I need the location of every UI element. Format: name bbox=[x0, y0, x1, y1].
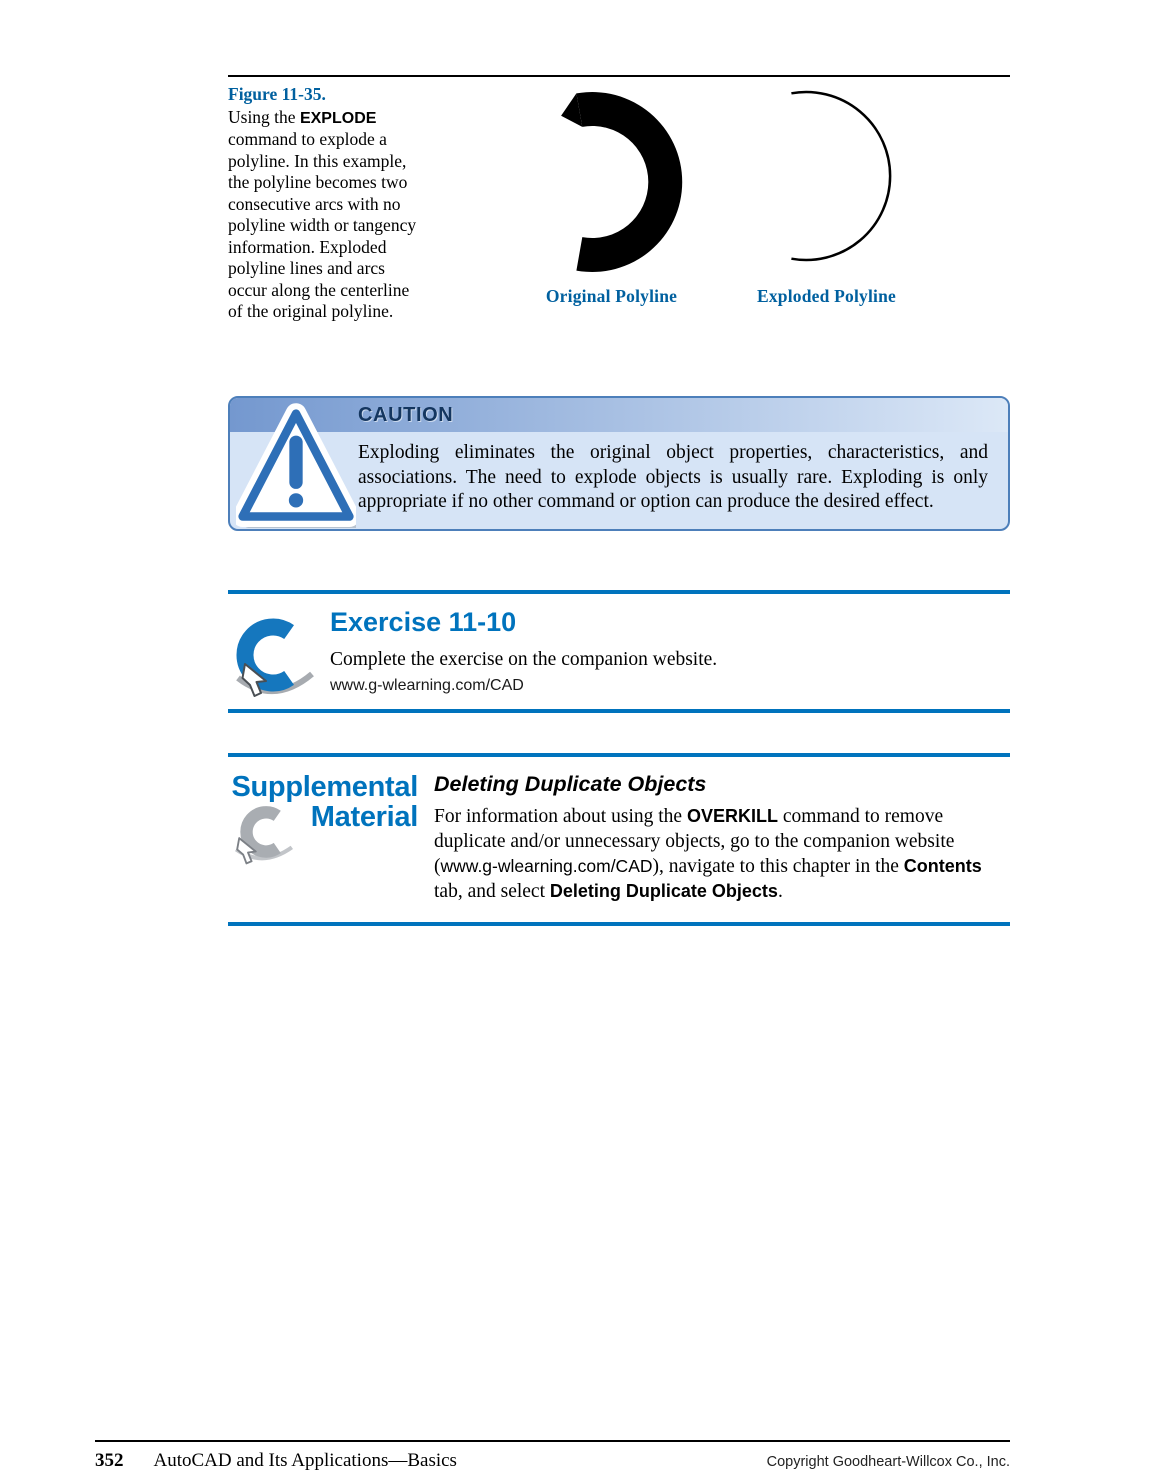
figure-top-rule bbox=[228, 75, 1010, 77]
figure-caption-text-rest: command to explode a polyline. In this example, the polyline becomes two consecutive arcs with no polyline width or tangency information. Exploded polyline lines and arcs occur along the centerline of the original polyline. bbox=[228, 129, 417, 321]
contents-tab-label: Contents bbox=[903, 856, 982, 876]
figure-caption bbox=[228, 84, 424, 323]
supplemental-logo-icon bbox=[232, 804, 298, 866]
supplemental-text-1: For information about using the bbox=[434, 806, 687, 827]
supplemental-title-line1: Supplemental bbox=[231, 771, 418, 803]
exercise-logo-icon bbox=[228, 614, 320, 706]
page-footer bbox=[95, 1440, 1010, 1472]
page-number: 352 bbox=[95, 1449, 124, 1471]
supplemental-heading: Deleting Duplicate Objects bbox=[434, 772, 707, 796]
footer-rule bbox=[95, 1440, 1010, 1442]
exploded-polyline-column bbox=[714, 84, 939, 307]
exercise-body: Complete the exercise on the companion website. bbox=[330, 649, 718, 670]
supplemental-text-2: command to remove duplicate and/or unnecessary objects, go to the companion website ( bbox=[434, 806, 955, 877]
supplemental-title bbox=[228, 772, 418, 904]
overkill-command-label: OVERKILL bbox=[686, 806, 778, 826]
footer-left bbox=[95, 1450, 457, 1472]
exercise-title: Exercise 11-10 bbox=[330, 607, 517, 637]
supplemental-content bbox=[418, 772, 1010, 904]
supplemental-url: www.g-wlearning.com/CAD bbox=[440, 856, 653, 876]
caution-title: CAUTION bbox=[358, 403, 454, 426]
supplemental-text-3: ), navigate to this chapter in the bbox=[652, 856, 904, 877]
caution-body: Exploding eliminates the original object properties, characteristics, and associations. The need to explode objects is usually rare. Exploding is only appropriate if no other command or option can produce the desired effect. bbox=[358, 442, 988, 512]
deleting-duplicate-objects-label: Deleting Duplicate Objects bbox=[549, 881, 778, 901]
original-polyline-column bbox=[509, 84, 714, 307]
supplemental-section bbox=[228, 753, 1010, 926]
figure-caption-text: Using the bbox=[228, 106, 300, 127]
supplemental-title-line2: Material bbox=[310, 801, 418, 833]
original-polyline-art bbox=[537, 84, 687, 280]
explode-command-label: EXPLODE bbox=[299, 109, 377, 127]
thick-arc-icon bbox=[537, 85, 687, 280]
figure-label: Figure 11-35. bbox=[228, 84, 326, 104]
exercise-content bbox=[330, 607, 1010, 695]
supplemental-text-5: . bbox=[777, 881, 783, 902]
exercise-url: www.g-wlearning.com/CAD bbox=[330, 677, 524, 694]
supplemental-text-4: tab, and select bbox=[434, 881, 550, 902]
supplemental-body bbox=[434, 804, 1010, 904]
exploded-polyline-label: Exploded Polyline bbox=[756, 286, 897, 306]
exercise-section bbox=[228, 590, 1010, 713]
warning-triangle-icon bbox=[236, 402, 356, 532]
copyright: Copyright Goodheart-Willcox Co., Inc. bbox=[766, 1453, 1010, 1470]
exploded-polyline-art bbox=[754, 84, 899, 280]
figure-11-35 bbox=[228, 84, 1010, 323]
thin-arc-icon bbox=[754, 86, 899, 266]
original-polyline-label: Original Polyline bbox=[545, 286, 678, 306]
figure-artwork bbox=[424, 84, 1010, 323]
caution-box bbox=[228, 396, 1010, 531]
book-title: AutoCAD and Its Applications—Basics bbox=[153, 1449, 457, 1471]
